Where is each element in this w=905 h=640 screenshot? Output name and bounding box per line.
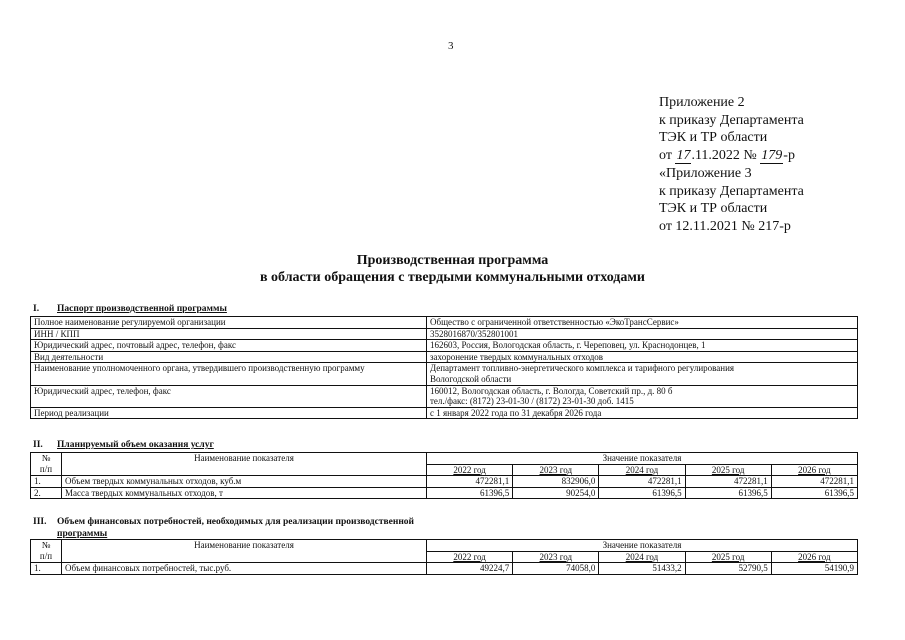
cell-value: 90254,0 [513, 487, 599, 499]
year-header [427, 551, 513, 563]
page-number: 3 [448, 40, 454, 52]
cell-value: 54190,9 [771, 563, 857, 575]
cell-value: 472281,1 [427, 476, 513, 488]
row-number: 1. [31, 563, 62, 575]
row-value: с 1 января 2022 года по 31 декабря 2026 года [427, 407, 858, 419]
cell-value: 61396,5 [427, 487, 513, 499]
row-value: захоронение твердых коммунальных отходов [427, 351, 858, 363]
section-1-heading [33, 304, 227, 314]
header-row [31, 540, 858, 552]
cell-value: 61396,5 [771, 487, 857, 499]
row-value: 3528016870/352801001 [427, 328, 858, 340]
appendix-line: Приложение 2 [659, 95, 745, 110]
cell-value: 74058,0 [513, 563, 599, 575]
table-row [31, 351, 858, 363]
year-label: 2024 год [625, 464, 659, 475]
table-row [31, 328, 858, 340]
table-row [31, 563, 858, 575]
row-value: 162603, Россия, Вологодская область, г. Череповец, ул. Краснодонцев, 1 [427, 340, 858, 352]
year-label: 2022 год [453, 464, 486, 475]
section-title: Паспорт производственной программы [57, 304, 227, 314]
row-label: Период реализации [31, 407, 427, 419]
col-num-header [31, 453, 62, 476]
appendix-block [659, 94, 804, 236]
document-title [0, 252, 905, 286]
cell-value: 51433,2 [599, 563, 685, 575]
table-row [31, 487, 858, 499]
year-header [427, 464, 513, 476]
year-header [771, 464, 857, 476]
cell-value: 52790,5 [685, 563, 771, 575]
year-header [599, 551, 685, 563]
row-label: Юридический адрес, почтовый адрес, телефон, факс [31, 340, 427, 352]
section-3-heading [33, 516, 414, 540]
section-title: программы [57, 529, 108, 539]
table-row [31, 363, 858, 385]
value-line: Вологодской области [430, 373, 512, 384]
value-line: 160012, Вологодская область, г. Вологда, Советский пр., д. 80 б [430, 385, 673, 396]
handwritten-day: 17 [676, 148, 691, 164]
year-header [685, 551, 771, 563]
year-header [685, 464, 771, 476]
passport-table [30, 316, 858, 419]
appendix-line: к приказу Департамента [659, 183, 804, 199]
table-row [31, 340, 858, 352]
appendix-line: «Приложение 3 [659, 165, 752, 181]
appendix-date-line [659, 147, 804, 165]
appendix-line: ТЭК и ТР области [659, 201, 768, 217]
cell-value: 472281,1 [771, 476, 857, 488]
header-row [31, 453, 858, 465]
services-table [30, 452, 858, 499]
year-label: 2025 год [711, 551, 745, 562]
value-line: тел./факс: (8172) 23-01-30 / (8172) 23-01-30 доб. 1415 [430, 396, 634, 407]
row-label: Юридический адрес, телефон, факс [31, 385, 427, 407]
year-header [771, 551, 857, 563]
cell-value: 472281,1 [685, 476, 771, 488]
year-label: 2023 год [539, 551, 573, 562]
col-name-header: Наименование показателя [62, 540, 427, 563]
title-line: Производственная программа [356, 253, 549, 268]
section-number: II. [33, 440, 43, 450]
row-value [427, 385, 858, 407]
row-number: 2. [31, 487, 62, 499]
date-prefix: от [659, 148, 672, 164]
col-name-header: Наименование показателя [62, 453, 427, 476]
cell-value: 61396,5 [599, 487, 685, 499]
section-number: I. [33, 304, 40, 314]
header-text: п/п [39, 463, 53, 474]
appendix-line: от 12.11.2021 № 217-р [659, 218, 791, 234]
date-text: .11.2022 № [691, 148, 757, 164]
cell-value: 49224,7 [427, 563, 513, 575]
table-row [31, 385, 858, 407]
year-header [513, 464, 599, 476]
value-line: Департамент топливно-энергетического комплекса и тарифного регулирования [430, 363, 735, 374]
header-text: п/п [39, 550, 53, 561]
table-row [31, 407, 858, 419]
financial-table [30, 539, 858, 575]
row-name: Масса твердых коммунальных отходов, т [62, 487, 427, 499]
row-label: Вид деятельности [31, 351, 427, 363]
col-value-header: Значение показателя [427, 540, 858, 552]
year-label: 2026 год [798, 551, 831, 562]
row-label: Полное наименование регулируемой организации [31, 317, 427, 329]
handwritten-order-number: 179 [761, 148, 783, 164]
row-label: Наименование уполномоченного органа, утвердившего производственную программу [31, 363, 427, 385]
appendix-line: ТЭК и ТР области [659, 130, 768, 146]
row-name: Объем твердых коммунальных отходов, куб.м [62, 476, 427, 488]
year-header [599, 464, 685, 476]
section-title: Объем финансовых потребностей, необходимых для реализации производственной [57, 517, 415, 527]
header-text: № [41, 540, 51, 550]
year-label: 2022 год [453, 551, 486, 562]
cell-value: 832906,0 [513, 476, 599, 488]
row-value: Общество с ограниченной ответственностью «ЭкоТрансСервис» [427, 317, 858, 329]
table-row [31, 476, 858, 488]
appendix-line: к приказу Департамента [659, 112, 804, 128]
year-label: 2024 год [625, 551, 659, 562]
title-line: в области обращения с твердыми коммунальными отходами [259, 270, 645, 285]
col-num-header [31, 540, 62, 563]
order-suffix: -р [783, 148, 795, 164]
year-label: 2025 год [711, 464, 745, 475]
col-value-header: Значение показателя [427, 453, 858, 465]
section-number: III. [33, 517, 47, 527]
year-header [513, 551, 599, 563]
section-2-heading [33, 440, 214, 450]
cell-value: 61396,5 [685, 487, 771, 499]
year-label: 2023 год [539, 464, 573, 475]
row-label: ИНН / КПП [31, 328, 427, 340]
cell-value: 472281,1 [599, 476, 685, 488]
header-text: № [41, 453, 51, 463]
row-number: 1. [31, 476, 62, 488]
table-row [31, 317, 858, 329]
year-label: 2026 год [798, 464, 831, 475]
row-value [427, 363, 858, 385]
row-name: Объем финансовых потребностей, тыс.руб. [62, 563, 427, 575]
section-title: Планируемый объем оказания услуг [57, 440, 214, 450]
